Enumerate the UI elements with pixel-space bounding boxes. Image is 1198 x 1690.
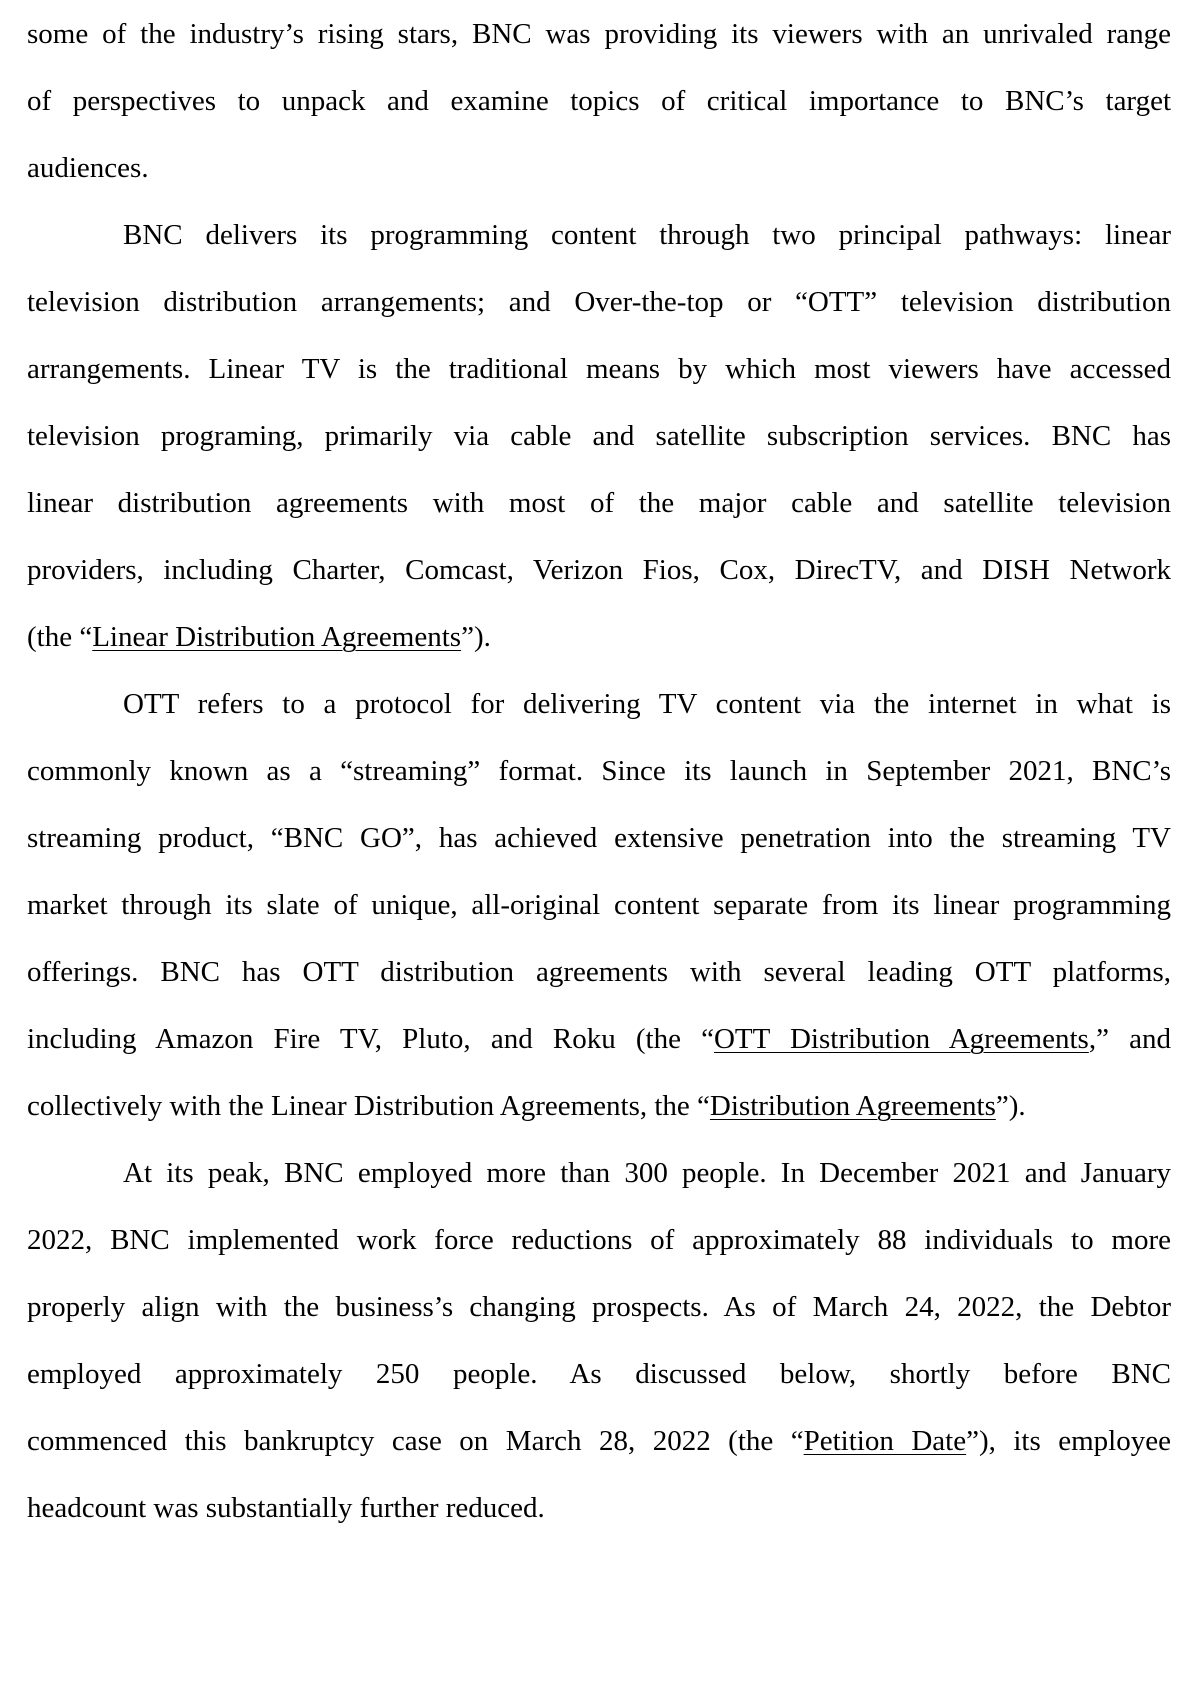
text-line: of perspectives to unpack and examine topics of critical importance to BNC’s target <box>27 85 1171 117</box>
text-fragment: (the “ <box>27 621 93 653</box>
text-line: commonly known as a “streaming” format. Since its launch in September 2021, BNC’s <box>27 755 1171 787</box>
defined-term-distribution-agreements: Distribution Agreements <box>709 1090 996 1122</box>
text-line: OTT refers to a protocol for delivering TV content via the internet in what is <box>123 688 1171 720</box>
text-line <box>27 1019 1171 1059</box>
text-line: arrangements. Linear TV is the traditional means by which most viewers have accessed <box>27 353 1171 385</box>
text-line: properly align with the business’s changing prospects. As of March 24, 2022, the Debtor <box>27 1291 1171 1323</box>
text-fragment: collectively with the Linear Distribution Agreements, the “ <box>27 1090 710 1122</box>
text-line: BNC delivers its programming content through two principal pathways: linear <box>123 219 1171 251</box>
text-fragment: ”), its employee <box>966 1425 1171 1457</box>
text-line: 2022, BNC implemented work force reductions of approximately 88 individuals to more <box>27 1224 1171 1256</box>
text-line <box>27 1086 1171 1126</box>
defined-term-ott-distribution-agreements: OTT Distribution Agreements <box>713 1023 1089 1055</box>
text-line <box>27 617 1171 657</box>
text-line: At its peak, BNC employed more than 300 people. In December 2021 and January <box>123 1157 1171 1189</box>
text-fragment: including Amazon Fire TV, Pluto, and Roku (the “ <box>27 1023 714 1055</box>
text-line: employed approximately 250 people. As discussed below, shortly before BNC <box>27 1358 1171 1390</box>
text-fragment: ”). <box>461 621 491 653</box>
text-line: television programing, primarily via cable and satellite subscription services. BNC has <box>27 420 1171 452</box>
text-line: offerings. BNC has OTT distribution agreements with several leading OTT platforms, <box>27 956 1171 988</box>
text-line: streaming product, “BNC GO”, has achieved extensive penetration into the streaming TV <box>27 822 1171 854</box>
defined-term-linear-distribution-agreements: Linear Distribution Agreements <box>92 621 462 653</box>
defined-term-petition-date: Petition Date <box>803 1425 967 1457</box>
text-line <box>27 1421 1171 1461</box>
text-line: headcount was substantially further reduced. <box>27 1492 545 1524</box>
text-line: providers, including Charter, Comcast, Verizon Fios, Cox, DirecTV, and DISH Network <box>27 554 1171 586</box>
text-line: audiences. <box>27 152 149 184</box>
text-fragment: ”). <box>995 1090 1026 1122</box>
text-line: television distribution arrangements; and Over-the-top or “OTT” television distribution <box>27 286 1171 318</box>
text-fragment: commenced this bankruptcy case on March 28, 2022 (the “ <box>27 1425 804 1457</box>
text-line: some of the industry’s rising stars, BNC was providing its viewers with an unrivaled range <box>27 18 1171 50</box>
text-line: market through its slate of unique, all-original content separate from its linear programming <box>27 889 1171 921</box>
text-line: linear distribution agreements with most of the major cable and satellite television <box>27 487 1171 519</box>
text-fragment: ,” and <box>1088 1023 1171 1055</box>
